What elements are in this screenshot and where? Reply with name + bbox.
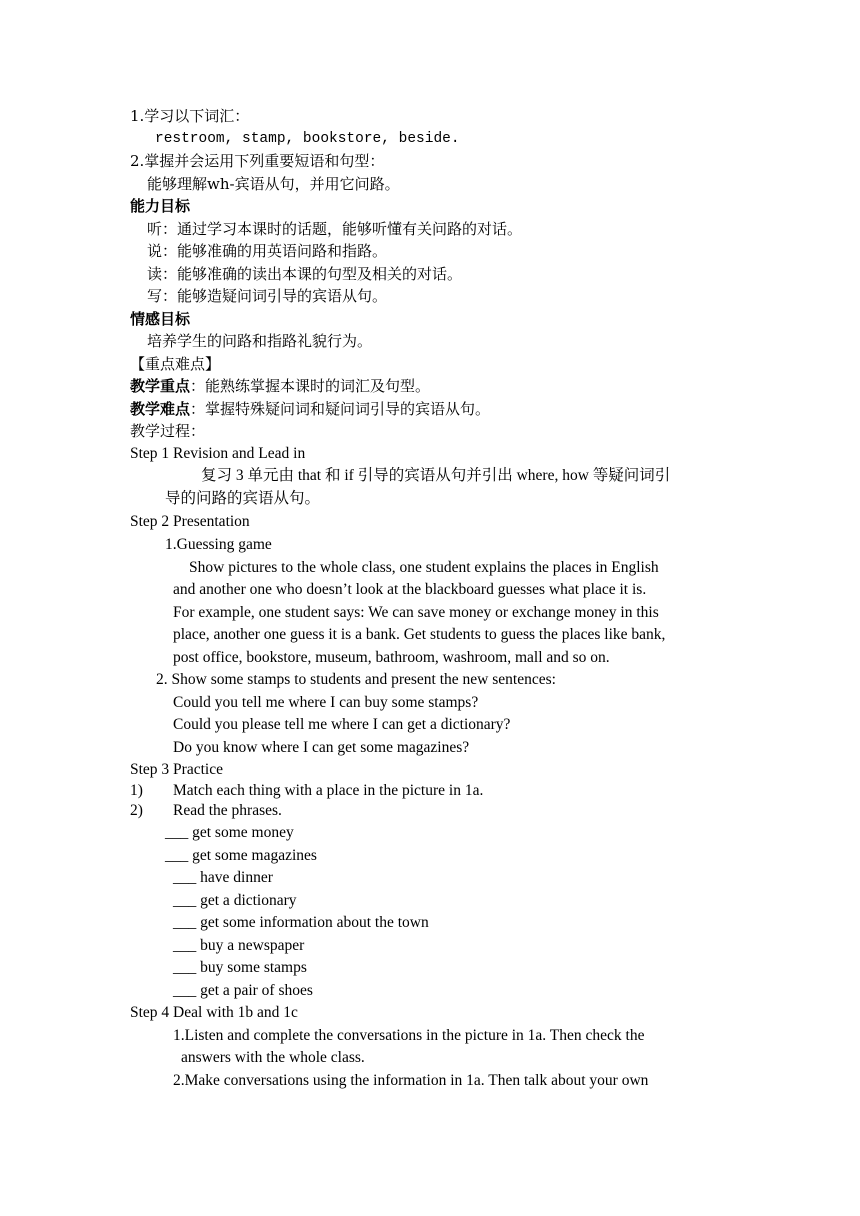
teaching-difficulty [130, 399, 490, 419]
phrase-item: ___ buy a newspaper [173, 937, 305, 954]
phrase-item: ___ get a pair of shoes [173, 982, 313, 999]
step4-line2: answers with the whole class. [181, 1049, 365, 1066]
step4-line3: 2.Make conversations using the information in 1a. Then talk about your own [173, 1072, 649, 1089]
sentence-line: Do you know where I can get some magazines? [173, 739, 470, 756]
ability-read: 读：能够准确的读出本课的句型及相关的对话。 [147, 265, 463, 283]
emotion-heading: 情感目标 [130, 310, 191, 328]
ability-heading: 能力目标 [130, 197, 191, 215]
teaching-focus [130, 376, 430, 396]
game-line: For example, one student says: We can save money or exchange money in this [173, 604, 659, 621]
emotion-text: 培养学生的问路和指路礼貌行为。 [147, 332, 373, 350]
step3-item-text: Match each thing with a place in the picture in 1a. [173, 782, 484, 799]
sentence-line: Could you tell me where I can buy some stamps? [173, 694, 479, 711]
phrase-item: ___ have dinner [173, 869, 273, 886]
step3-item [130, 781, 483, 801]
step3-item [130, 801, 282, 821]
phrase-item: ___ get a dictionary [173, 892, 297, 909]
step4-line1: 1.Listen and complete the conversations in the picture in 1a. Then check the [173, 1027, 645, 1044]
sentence-line: Could you please tell me where I can get a dictionary? [173, 716, 511, 733]
ability-write: 写：能够造疑问词引导的宾语从句。 [147, 287, 388, 305]
stamps-title: 2. Show some stamps to students and present the new sentences: [156, 671, 556, 688]
game-line: post office, bookstore, museum, bathroom, washroom, mall and so on. [173, 649, 610, 666]
step4-title: Step 4 Deal with 1b and 1c [130, 1004, 298, 1021]
step3-item-text: Read the phrases. [173, 802, 282, 819]
step2-title: Step 2 Presentation [130, 513, 250, 530]
phrase-item: ___ get some money [165, 824, 294, 841]
step1-line1: 复习 3 单元由 that 和 if 引导的宾语从句并引出 where, how 等疑问词引 [201, 467, 671, 484]
teaching-focus-label: 教学重点 [130, 377, 191, 395]
teaching-process-label: 教学过程： [130, 422, 206, 440]
objective-1-label: 1.学习以下词汇： [130, 107, 250, 125]
phrase-item: ___ buy some stamps [173, 959, 307, 976]
ability-listen: 听：通过学习本课时的话题，能够听懂有关问路的对话。 [147, 220, 523, 238]
teaching-focus-text: ：能熟练掌握本课时的词汇及句型。 [190, 377, 431, 395]
game-line: and another one who doesn’t look at the blackboard guesses what place it is. [173, 581, 647, 598]
step1-line2: 导的问路的宾语从句。 [165, 490, 321, 507]
teaching-difficulty-label: 教学难点 [130, 400, 191, 418]
step3-item-number: 1) [130, 782, 143, 799]
key-points-heading: 【重点难点】 [130, 355, 221, 373]
objective-2-label: 2.掌握并会运用下列重要短语和句型： [130, 152, 385, 170]
teaching-difficulty-text: ：掌握特殊疑问词和疑问词引导的宾语从句。 [190, 400, 491, 418]
step1-title: Step 1 Revision and Lead in [130, 445, 306, 462]
phrase-item: ___ get some information about the town [173, 914, 429, 931]
guessing-game-title: 1.Guessing game [165, 536, 272, 553]
vocabulary-list: restroom, stamp, bookstore, beside. [155, 131, 460, 147]
game-line: Show pictures to the whole class, one student explains the places in English [189, 559, 659, 576]
objective-2-detail: 能够理解wh-宾语从句，并用它问路。 [147, 175, 400, 193]
step3-item-number: 2) [130, 802, 143, 819]
ability-speak: 说：能够准确的用英语问路和指路。 [147, 242, 388, 260]
phrase-item: ___ get some magazines [165, 847, 317, 864]
game-line: place, another one guess it is a bank. Get students to guess the places like bank, [173, 626, 666, 643]
step3-title: Step 3 Practice [130, 761, 223, 778]
